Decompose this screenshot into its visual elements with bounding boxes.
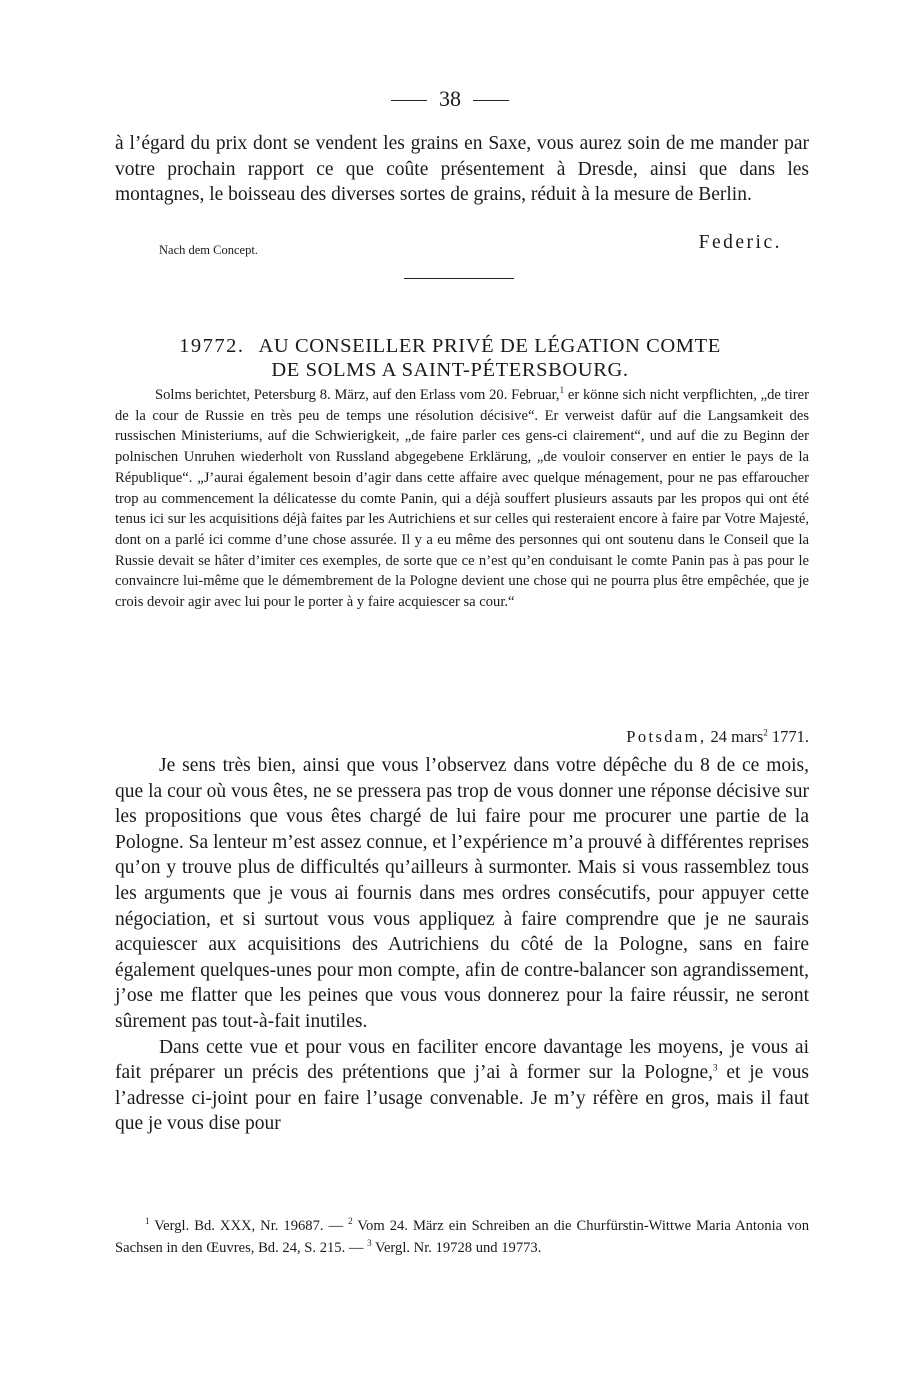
letter-heading	[0, 334, 900, 382]
footnote-mark-1: 1	[145, 1216, 150, 1227]
page-number: 38	[439, 86, 461, 111]
letter-paragraph-1: Je sens très bien, ainsi que vous l’observez dans votre dépêche du 8 de ce mois, que la cour où vous êtes, ne se pressera pas trop de vous donner une réponse décisive sur les propositions que vous êtes chargé de lui faire pour me procurer une partie de la Pologne. Sa lenteur m’est assez connue, et l’expérience m’a prouvé à différentes reprises qu’on y trouve plus de difficultés qu’ailleurs à surmonter. Mais si vous rassemblez tous les arguments que je vous ai fournis dans mes ordres consécutifs, pour appuyer cette négociation, et si surtout vous vous appliquez à faire comprendre que je ne saurais acquiescer aux acquisitions des Autrichiens du côté de la Pologne, sans en faire également quelques-unes pour mon compte, afin de contre-balancer son agrandissement, j’ose me flatter que les peines que vous vous donnerez pour la faire réussir, ne seront sûrement pas tout-à-fait inutiles.	[115, 755, 809, 1032]
summary-part-2: er könne sich nicht verpflichten, „de tirer de la cour de Russie en très peu de temps une résolution décisive“. Er verweist dafür auf die Langsamkeit des russischen Ministeriums, auf die Schwierigkeit, „de faire parler ces gens-ci clairement“, und auf die zu Beginn der polnischen Unruhen wiederholt von Russland abgegebene Erklärung, „de vouloir conserver en entier le pays de la République“. „J’aurai également besoin d’agir dans cette affaire avec quelque ménagement, pour ne pas effaroucher trop au commencement la délicatesse du comte Panin, qui a déjà souffert plusieurs assauts par les propos qui ont été tenus ici sur les acquisitions déjà faites par les Autrichiens et sur celles qui resteraient encore à faire par Votre Majesté, dont on a parlé ici comme d’une chose assurée. Il y a eu même des personnes qui ont soutenu dans le Conseil que la Russie devait se hâter d’imiter ces exemples, de sorte que ce n’est qu’en conduisant le comte Panin pas à pas pour le convaincre lui-même que le démembrement de la Pologne devient une chose qui ne pourra plus être empêchée, que je crois devoir agir avec lui pour le porter à y faire acquiescer sa cour.“	[115, 387, 809, 611]
paragraph-2-part-2: et je vous l’adresse ci-joint pour en faire l’usage convenable. Je m’y réfère en gros, mais il faut que je vous dise pour	[115, 1062, 809, 1135]
dateline	[115, 727, 809, 747]
footnote-ref-1: 1	[559, 385, 565, 396]
letter-heading-line-2: DE SOLMS A SAINT-PÉTERSBOURG.	[271, 359, 629, 381]
closing-line	[115, 232, 809, 260]
letter-number: 19772.	[179, 335, 245, 357]
section-separator	[404, 278, 514, 279]
footnote-3: Vergl. Nr. 19728 und 19773.	[371, 1239, 542, 1256]
footnote-block	[115, 1216, 809, 1259]
letter-body	[115, 753, 809, 1137]
footnote-ref-3: 3	[713, 1062, 718, 1073]
letter-title-1: AU CONSEILLER PRIVÉ DE LÉGATION COMTE	[258, 335, 721, 357]
paragraph-2-part-1: Dans cette vue et pour vous en faciliter encore davantage les moyens, je vous ai fait préparer un précis des prétentions que j’ai à former sur la Pologne,	[115, 1036, 809, 1084]
summary-part-1: Solms berichtet, Petersburg 8. März, auf den Erlass vom 20. Februar,	[155, 387, 560, 403]
header-left-dash	[391, 100, 427, 101]
signature: Federic.	[698, 232, 782, 253]
date-place: Potsdam,	[626, 727, 707, 746]
report-summary	[115, 385, 809, 613]
footnote-1: Vergl. Bd. XXX, Nr. 19687. —	[149, 1218, 349, 1234]
footnote-mark-3: 3	[367, 1237, 372, 1248]
source-note: Nach dem Concept.	[159, 243, 258, 257]
continuation-paragraph: à l’égard du prix dont se vendent les grains en Saxe, vous aurez soin de me mander par votre prochain rapport ce que coûte présentement à Dresde, ainsi que dans les montagnes, le boisseau des diverses sortes de grains, réduit à la mesure de Berlin.	[115, 133, 809, 206]
header-right-dash	[473, 100, 509, 101]
footnote-mark-2: 2	[348, 1216, 353, 1227]
footnote-2: Vom 24. März ein Schreiben an die Churfürstin-Wittwe Maria Antonia von Sachsen in den Œuvres, Bd. 24, S. 215. —	[115, 1218, 809, 1256]
letter-heading-line-1	[0, 334, 900, 358]
footnotes	[115, 1216, 809, 1259]
footnote-ref-2: 2	[763, 727, 768, 738]
date-day-month: 24 mars	[706, 727, 764, 746]
page-header	[0, 86, 900, 112]
date-year: 1771.	[767, 727, 809, 746]
letter-paragraph-2	[115, 1035, 809, 1137]
